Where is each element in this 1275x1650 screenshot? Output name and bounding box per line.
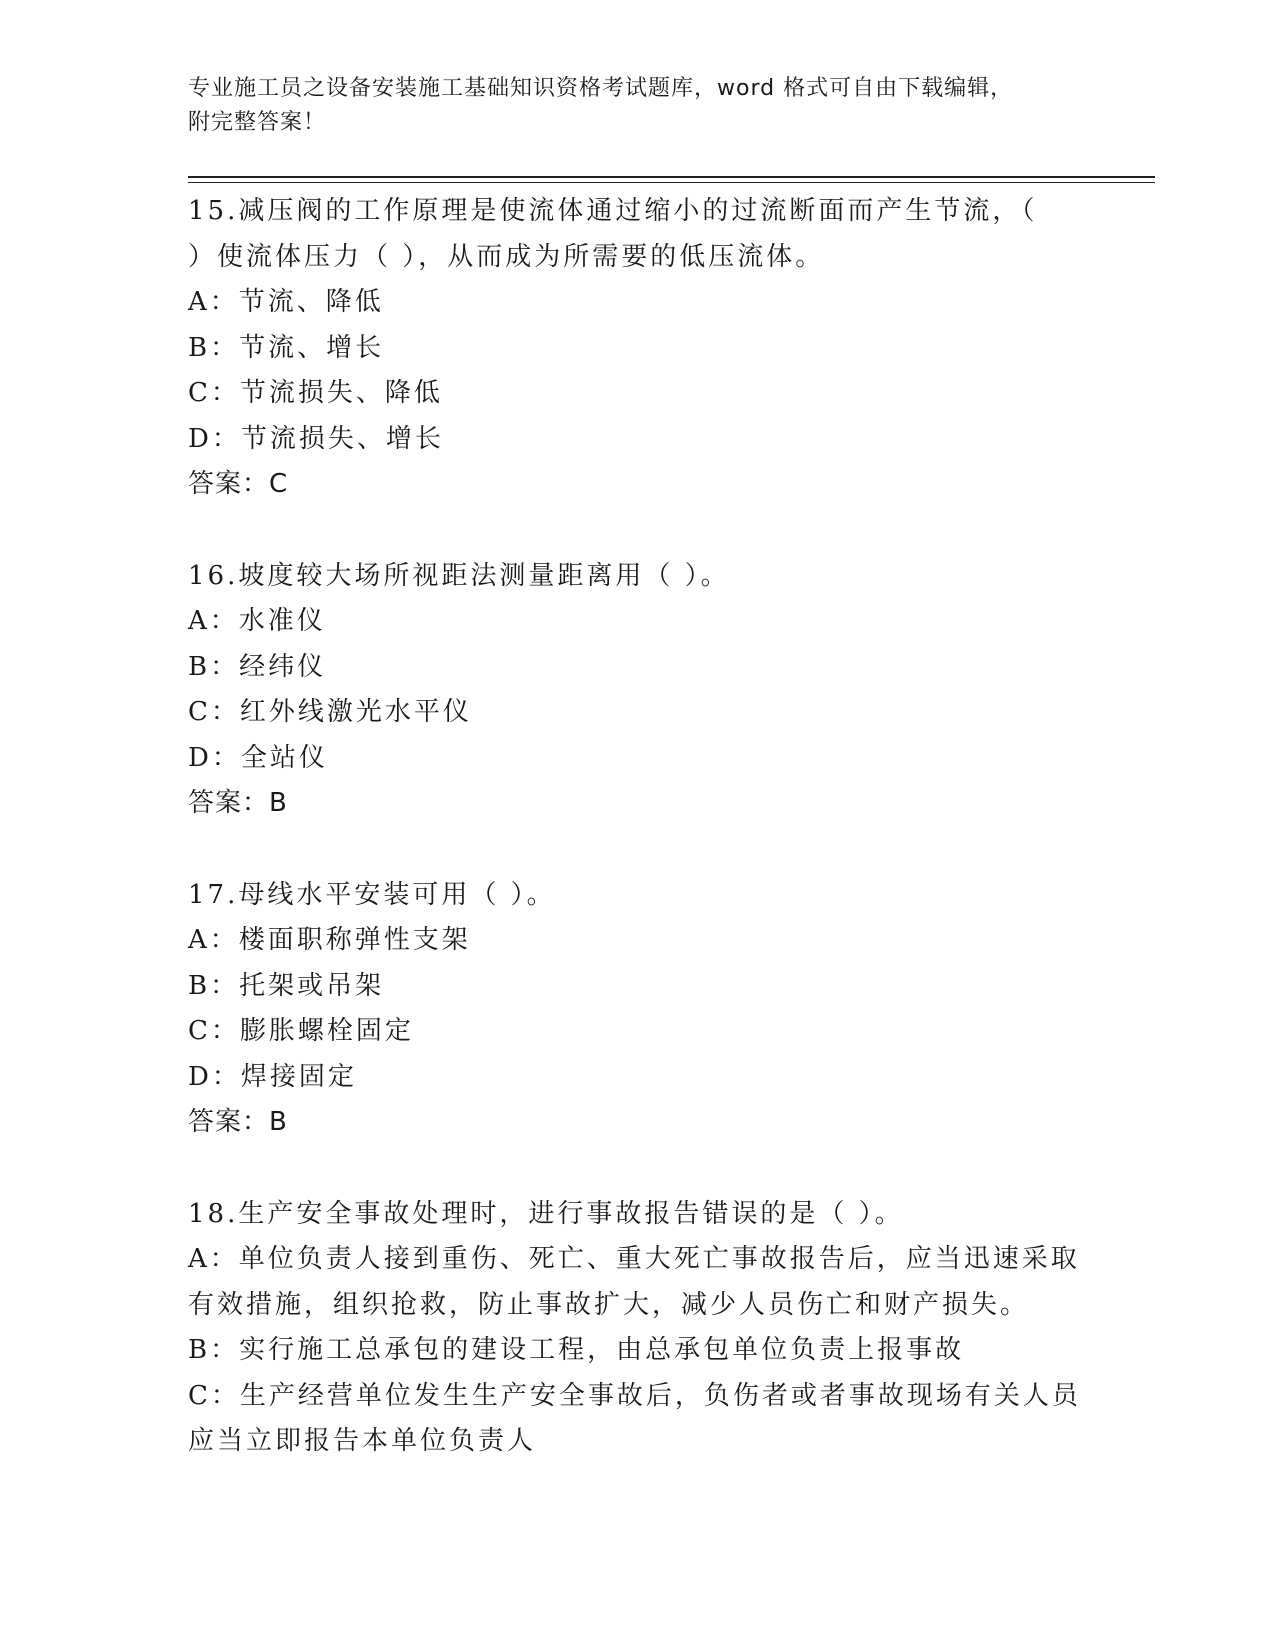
- header-line-2: 附完整答案！: [188, 110, 327, 135]
- question-list: [188, 189, 1088, 1465]
- option-a: A：楼面职称弹性支架: [188, 925, 471, 955]
- question-stem-line: ）使流体压力（ ），从而成为所需要的低压流体。: [188, 241, 825, 272]
- question-15: [188, 189, 1088, 508]
- option-b: B：节流、增长: [188, 332, 385, 363]
- option-b: B：实行施工总承包的建设工程，由总承包单位负责上报事故: [188, 1335, 965, 1365]
- question-16: [188, 554, 1088, 827]
- option-b: B：托架或吊架: [188, 970, 385, 1001]
- header-divider-thin: [188, 182, 1155, 183]
- answer-line: 答案：B: [188, 788, 288, 818]
- option-c: C：节流损失、降低: [188, 378, 443, 408]
- question-spacer: [188, 827, 1088, 873]
- option-a-continued: 有效措施，组织抢救，防止事故扩大，减少人员伤亡和财产损失。: [188, 1289, 1030, 1320]
- option-d: D：焊接固定: [188, 1061, 357, 1092]
- option-b: B：经纬仪: [188, 651, 327, 682]
- answer-line: 答案：B: [188, 1107, 288, 1137]
- option-d: D：节流损失、增长: [188, 423, 444, 454]
- header-line-1: 专业施工员之设备安装施工基础知识资格考试题库，word 格式可自由下载编辑，: [188, 76, 1014, 101]
- option-a: A：水准仪: [188, 606, 326, 636]
- question-17: [188, 873, 1088, 1146]
- question-stem-line: 16.坡度较大场所视距法测量距离用（ ）。: [188, 560, 730, 591]
- option-a: A：节流、降低: [188, 287, 384, 317]
- option-a: A：单位负责人接到重伤、死亡、重大死亡事故报告后，应当迅速采取: [188, 1244, 1080, 1274]
- option-c-continued: 应当立即报告本单位负责人: [188, 1426, 537, 1456]
- question-spacer: [188, 1146, 1088, 1192]
- option-d: D：全站仪: [188, 742, 328, 773]
- question-18: [188, 1192, 1088, 1465]
- question-stem-line: 18.生产安全事故处理时，进行事故报告错误的是（ ）。: [188, 1198, 904, 1229]
- option-c: C：膨胀螺栓固定: [188, 1016, 414, 1046]
- option-c: C：红外线激光水平仪: [188, 697, 472, 727]
- question-stem-line: 15.减压阀的工作原理是使流体通过缩小的过流断面而产生节流，（: [188, 196, 1038, 226]
- question-spacer: [188, 508, 1088, 554]
- document-header: [188, 72, 1088, 140]
- answer-line: 答案：C: [188, 469, 289, 499]
- question-stem-line: 17.母线水平安装可用（ ）。: [188, 879, 556, 910]
- header-divider-thick: [188, 176, 1155, 178]
- option-c: C：生产经营单位发生生产安全事故后，负伤者或者事故现场有关人员: [188, 1380, 1081, 1411]
